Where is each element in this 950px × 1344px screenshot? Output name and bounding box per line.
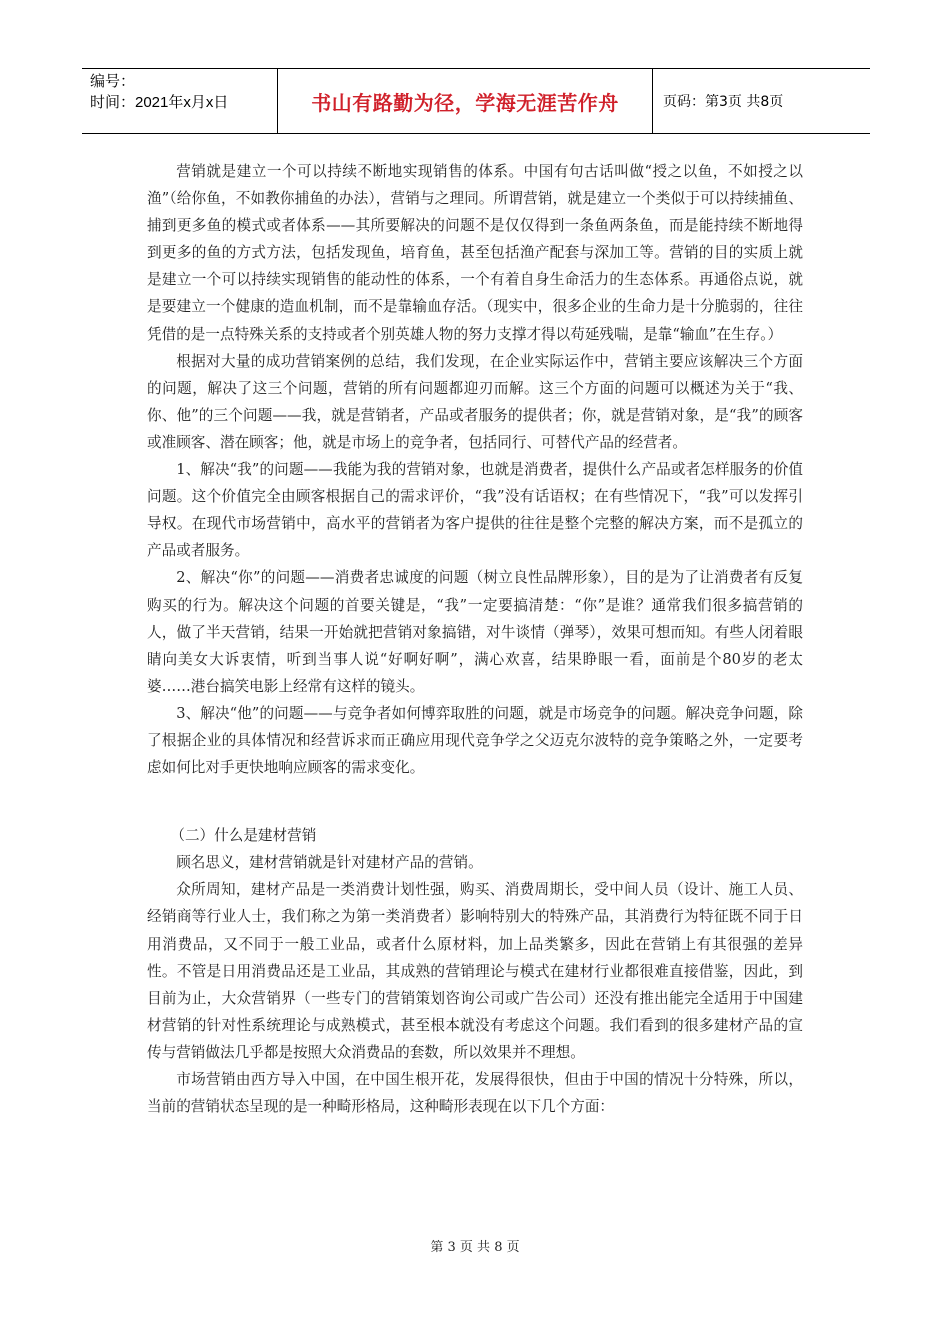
paragraph: 众所周知，建材产品是一类消费计划性强，购买、消费周期长，受中间人员（设计、施工人员、经销商等行业人士，我们称之为第一类消费者）影响特别大的特殊产品，其消费行为特征既不同于日用消费品，又不同于一般工业品，或者什么原材料，加上品类繁多，因此在营销上有其很强的差异性。不管是日用消费品还是工业品，其成熟的营销理论与模式在建材行业都很难直接借鉴，因此，到目前为止，大众营销界（一些专门的营销策划咨询公司或广告公司）还没有推出能完全适用于中国建材营销的针对性系统理论与成熟模式，甚至根本就没有考虑这个问题。我们看到的很多建材产品的宣传与营销做法几乎都是按照大众消费品的套数，所以效果并不理想。 [147,881,803,1061]
time-label: 时间：2021年x月x日 [90,94,229,111]
page-footer: 第 3 页 共 8 页 [430,1240,520,1255]
header-meta [82,69,278,133]
paragraph: 3、解决“他”的问题——与竞争者如何博弈取胜的问题，就是市场竞争的问题。解决竞争问题，除了根据企业的具体情况和经营诉求而正确应用现代竞争学之父迈克尔波特的竞争策略之外，一定要考虑如何比对手更快地响应顾客的需求变化。 [147,704,803,777]
page-header [82,68,870,134]
document-body [147,158,803,1120]
code-label: 编号： [90,73,136,90]
section-heading: （二）什么是建材营销 [170,827,317,845]
paragraph: 1、解决“我”的问题——我能为我的营销对象，也就是消费者，提供什么产品或者怎样服务的价值问题。这个价值完全由顾客根据自己的需求评价，“我”没有话语权；在有些情况下，“我”可以发挥引导权。在现代市场营销中，高水平的营销者为客户提供的往往是整个完整的解决方案，而不是孤立的产品或者服务。 [147,461,803,560]
paragraph: 2、解决“你”的问题——消费者忠诚度的问题（树立良性品牌形象），目的是为了让消费者有反复购买的行为。解决这个问题的首要关键是，“我”一定要搞清楚：“你”是谁？通常我们很多搞营销的人，做了半天营销，结果一开始就把营销对象搞错，对牛谈情（弹琴），效果可想而知。有些人闭着眼睛向美女大诉衷情，听到当事人说“好啊好啊”，满心欢喜，结果睁眼一看，面前是个80岁的老太婆……港台搞笑电影上经常有这样的镜头。 [147,569,803,695]
paragraph: 顾名思义，建材营销就是针对建材产品的营销。 [176,854,483,872]
paragraph: 根据对大量的成功营销案例的总结，我们发现，在企业实际运作中，营销主要应该解决三个方面的问题，解决了这三个问题，营销的所有问题都迎刃而解。这三个方面的问题可以概述为关于“我、你、他”的三个问题——我，就是营销者，产品或者服务的提供者；你，就是营销对象，是“我”的顾客或准顾客、潜在顾客；他，就是市场上的竞争者，包括同行、可替代产品的经营者。 [147,352,803,451]
paragraph: 营销就是建立一个可以持续不断地实现销售的体系。中国有句古话叫做“授之以鱼，不如授之以渔”（给你鱼，不如教你捕鱼的办法），营销与之理同。所谓营销，就是建立一个类似于可以持续捕鱼、捕到更多鱼的模式或者体系——其所要解决的问题不是仅仅得到一条鱼两条鱼，而是能持续不断地得到更多的鱼的方式方法，包括发现鱼，培育鱼，甚至包括渔产配套与深加工等。营销的目的实质上就是建立一个可以持续实现销售的能动性的体系，一个有着自身生命活力的生态体系。再通俗点说，就是要建立一个健康的造血机制，而不是靠输血存活。（现实中，很多企业的生命力是十分脆弱的，往往凭借的是一点特殊关系的支持或者个别英雄人物的努力支撑才得以苟延残喘，是靠“输血”在生存。） [147,163,803,343]
paragraph: 市场营销由西方导入中国，在中国生根开花，发展得很快，但由于中国的情况十分特殊，所以，当前的营销状态呈现的是一种畸形格局，这种畸形表现在以下几个方面： [147,1071,803,1116]
header-page-info: 页码：第3页 共8页 [663,94,784,110]
header-motto: 书山有路勤为径，学海无涯苦作舟 [278,69,653,133]
